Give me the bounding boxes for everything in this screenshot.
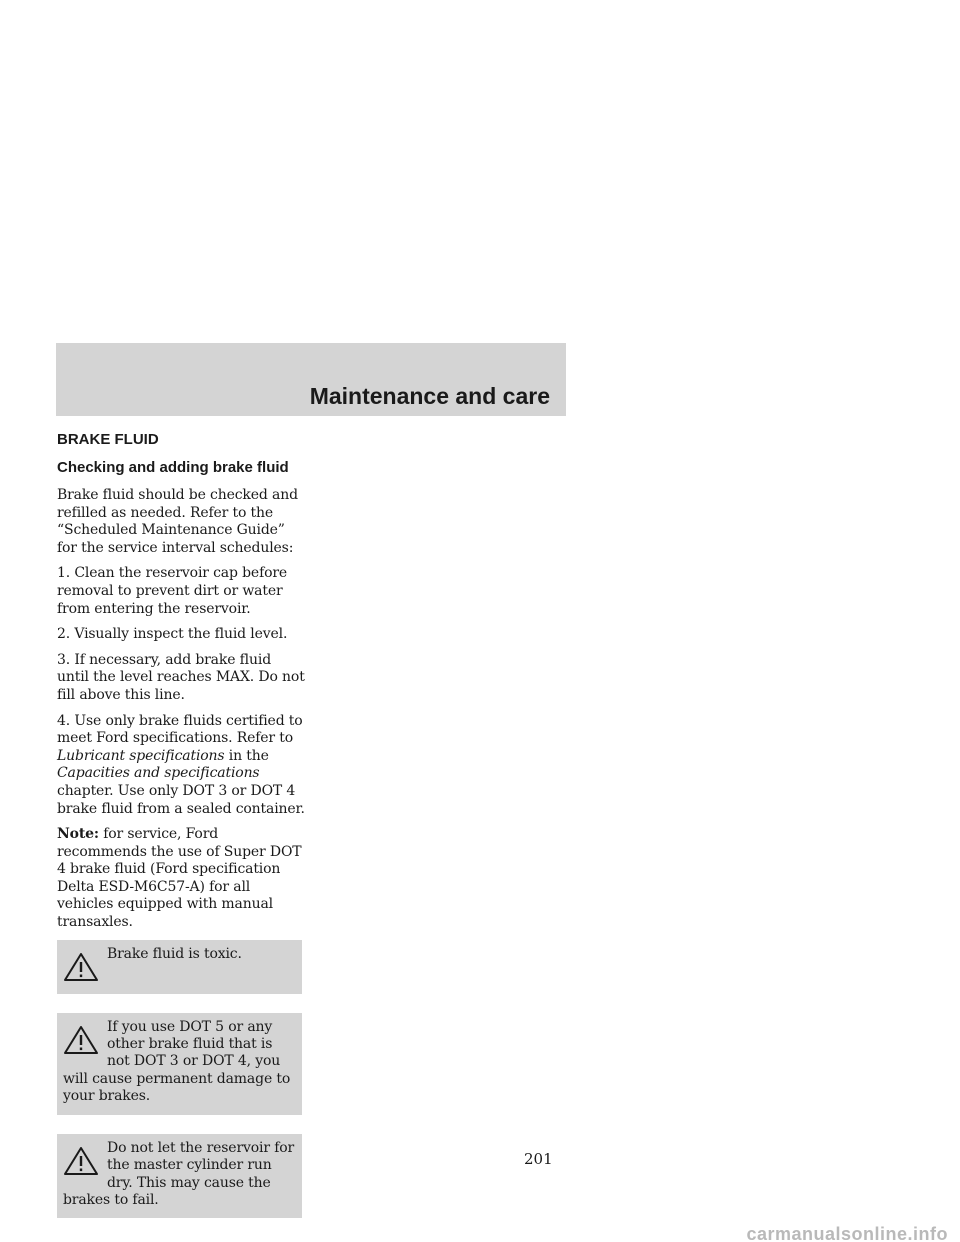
step-4-mid: in the	[224, 747, 269, 764]
warning-box-reservoir	[57, 1134, 302, 1219]
step-1: 1. Clean the reservoir cap before removal to prevent dirt or water from entering the reservoir.	[57, 565, 288, 617]
warning-triangle-icon	[63, 952, 99, 982]
watermark-text: carmanualsonline.info	[746, 1224, 948, 1242]
warning-box-dot5	[57, 1013, 302, 1115]
warning-box-toxic	[57, 940, 302, 994]
note-paragraph	[57, 826, 307, 932]
content-column	[57, 430, 307, 1237]
step-4-ref-lubricant: Lubricant specifications	[57, 747, 225, 764]
intro-paragraph: Brake fluid should be checked and refilled as needed. Refer to the “Scheduled Maintenance Guide” for the service interval schedules:	[57, 487, 298, 556]
watermark	[0, 1224, 960, 1242]
warning-text: If you use DOT 5 or any other brake fluid that is not DOT 3 or DOT 4, you will cause permanent damage to your brakes.	[63, 1018, 291, 1105]
step-2: 2. Visually inspect the fluid level.	[57, 626, 288, 643]
step-4-lead: 4. Use only brake fluids certified to meet Ford specifications. Refer to	[57, 712, 303, 747]
note-text: for service, Ford recommends the use of Super DOT 4 brake fluid (Ford specification Delta ESD-M6C57-A) for all vehicles equipped with manual transaxles.	[57, 826, 302, 931]
step-4	[57, 713, 307, 819]
warning-triangle-icon	[63, 1146, 99, 1176]
warning-text: Brake fluid is toxic.	[107, 945, 242, 962]
sub-heading: Checking and adding brake fluid	[57, 459, 289, 476]
page-number: 201	[524, 1150, 553, 1168]
note-label: Note:	[57, 826, 99, 843]
warning-text: Do not let the reservoir for the master cylinder run dry. This may cause the brakes to fail.	[63, 1139, 295, 1208]
step-3: 3. If necessary, add brake fluid until the level reaches MAX. Do not fill above this line.	[57, 651, 305, 703]
step-4-ref-capacities: Capacities and specifications	[57, 765, 260, 782]
warning-triangle-icon	[63, 1025, 99, 1055]
chapter-header-band	[56, 343, 566, 416]
chapter-title: Maintenance and care	[309, 383, 550, 409]
section-heading: BRAKE FLUID	[57, 431, 159, 448]
step-4-tail: chapter. Use only DOT 3 or DOT 4 brake fluid from a sealed container.	[57, 782, 305, 817]
